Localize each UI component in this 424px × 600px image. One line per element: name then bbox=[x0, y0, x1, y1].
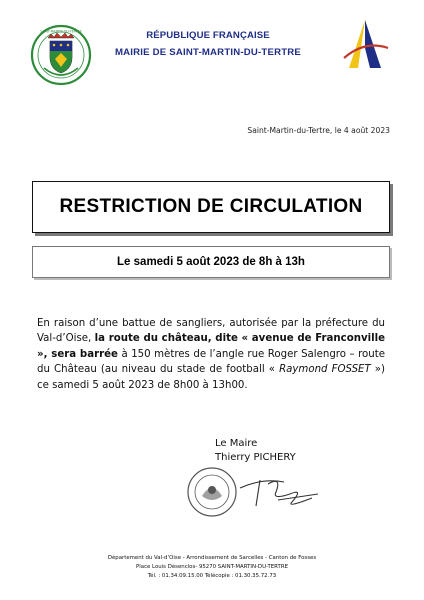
footer bbox=[0, 554, 424, 581]
handwritten-signature-icon bbox=[232, 470, 322, 512]
date-banner-box bbox=[32, 246, 390, 278]
municipal-crest-icon bbox=[30, 24, 92, 86]
body-italic-stadium: Raymond FOSSET bbox=[279, 364, 371, 376]
header-title-block bbox=[100, 30, 316, 58]
signatory-block bbox=[215, 437, 296, 464]
crest-motto: SAINT-MARTIN-DU-TERTRE bbox=[40, 29, 82, 34]
title-box bbox=[32, 181, 390, 233]
body-text-3: ») ce samedi 5 août 2023 de 8h00 à 13h00. bbox=[37, 364, 386, 391]
body-text-1: En raison d’une battue de sangliers, autorisée par la préfecture du Val-d’Oise, bbox=[37, 318, 385, 345]
mairie-label: MAIRIE DE SAINT-MARTIN-DU-TERTRE bbox=[114, 47, 301, 58]
town-logo-icon bbox=[340, 18, 390, 70]
date-banner: Le samedi 5 août 2023 de 8h à 13h bbox=[117, 256, 305, 268]
footer-line-2: Place Louis Désenclos- 95270 SAINT-MARTIN-DU-TERTRE bbox=[136, 564, 288, 570]
signatory-role: Le Maire bbox=[215, 438, 258, 449]
body-bold-closure: la route du château, dite « avenue de Franconville », sera barrée bbox=[37, 333, 385, 360]
footer-line-1: Département du Val-d’Oise - Arrondissement de Sarcelles - Canton de Fosses bbox=[107, 555, 317, 561]
document-title: RESTRICTION DE CIRCULATION bbox=[59, 196, 363, 217]
body-text-2: à 150 mètres de l’angle rue Roger Salengro – route du Château (au niveau du stade de football « bbox=[37, 348, 385, 376]
republic-label: RÉPUBLIQUE FRANÇAISE bbox=[146, 30, 270, 41]
official-stamp-icon bbox=[186, 466, 238, 518]
document-date: Saint-Martin-du-Tertre, le 4 août 2023 bbox=[247, 126, 390, 135]
footer-line-3: Tél. : 01.34.09.15.00 Télécopie : 01.30.35.72.73 bbox=[147, 573, 277, 579]
body-paragraph bbox=[37, 316, 385, 393]
signatory-name: Thierry PICHERY bbox=[215, 451, 296, 463]
